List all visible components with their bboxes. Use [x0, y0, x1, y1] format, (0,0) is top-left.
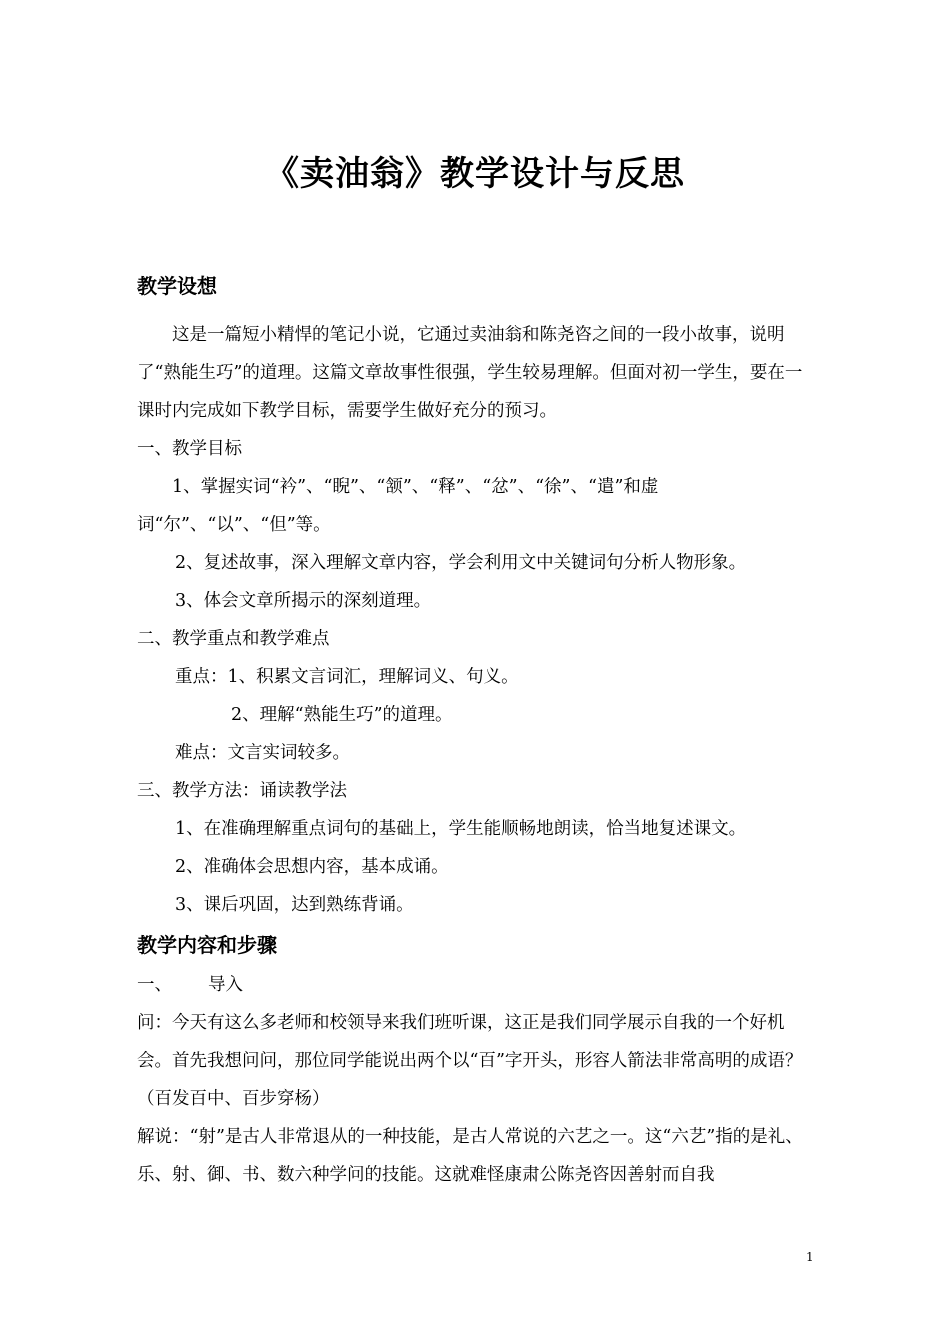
- goal-item-2: 2、复述故事，深入理解文章内容，学会利用文中关键词句分析人物形象。: [175, 553, 747, 573]
- goal-item-3: 3、体会文章所揭示的深刻道理。: [175, 591, 432, 611]
- difficulty-item: 难点：文言实词较多。: [175, 743, 350, 763]
- content-steps-body: [137, 966, 817, 1194]
- section-heading-teaching-idea: 教学设想: [137, 274, 217, 298]
- goal-item-1: 1、掌握实词“衿”、“睨”、“颔”、“释”、“忿”、“徐”、“遣”和虚词“尔”、“以”、“但”等。: [137, 477, 659, 535]
- section-heading-content-steps: 教学内容和步骤: [137, 933, 277, 957]
- step-number: 一、: [137, 975, 172, 995]
- goals-title: 一、教学目标: [137, 439, 242, 459]
- focus-title: 二、教学重点和教学难点: [137, 629, 330, 649]
- page-title: 《卖油翁》教学设计与反思: [265, 154, 685, 194]
- method-item-1: 1、在准确理解重点词句的基础上，学生能顺畅地朗读，恰当地复述课文。: [175, 819, 747, 839]
- focus-item-1: 重点：1、积累文言词汇，理解词义、句义。: [175, 667, 519, 687]
- method-item-2: 2、准确体会思想内容，基本成诵。: [175, 857, 449, 877]
- focus-item-2: 2、理解“熟能生巧”的道理。: [231, 705, 453, 725]
- step-heading-intro: [137, 966, 817, 1004]
- page-number: 1: [806, 1250, 814, 1264]
- explanation-paragraph: 解说：“射”是古人非常退从的一种技能，是古人常说的六艺之一。这“六艺”指的是礼、乐、射、御、书、数六种学问的技能。这就难怪康肃公陈尧咨因善射而自我: [137, 1127, 803, 1185]
- intro-paragraph: 这是一篇短小精悍的笔记小说，它通过卖油翁和陈尧咨之间的一段小故事，说明了“熟能生巧”的道理。这篇文章故事性很强，学生较易理解。但面对初一学生，要在一课时内完成如下教学目标，需要学生做好充分的预习。: [137, 325, 803, 421]
- method-title: 三、教学方法：诵读教学法: [137, 781, 347, 801]
- teaching-idea-body: [137, 316, 817, 924]
- question-paragraph: 问：今天有这么多老师和校领导来我们班听课，这正是我们同学展示自我的一个好机会。首先我想问问，那位同学能说出两个以“百”字开头，形容人箭法非常高明的成语？（百发百中、百步穿杨）: [137, 1013, 803, 1109]
- method-item-3: 3、课后巩固，达到熟练背诵。: [175, 895, 414, 915]
- step-label: 导入: [208, 975, 243, 995]
